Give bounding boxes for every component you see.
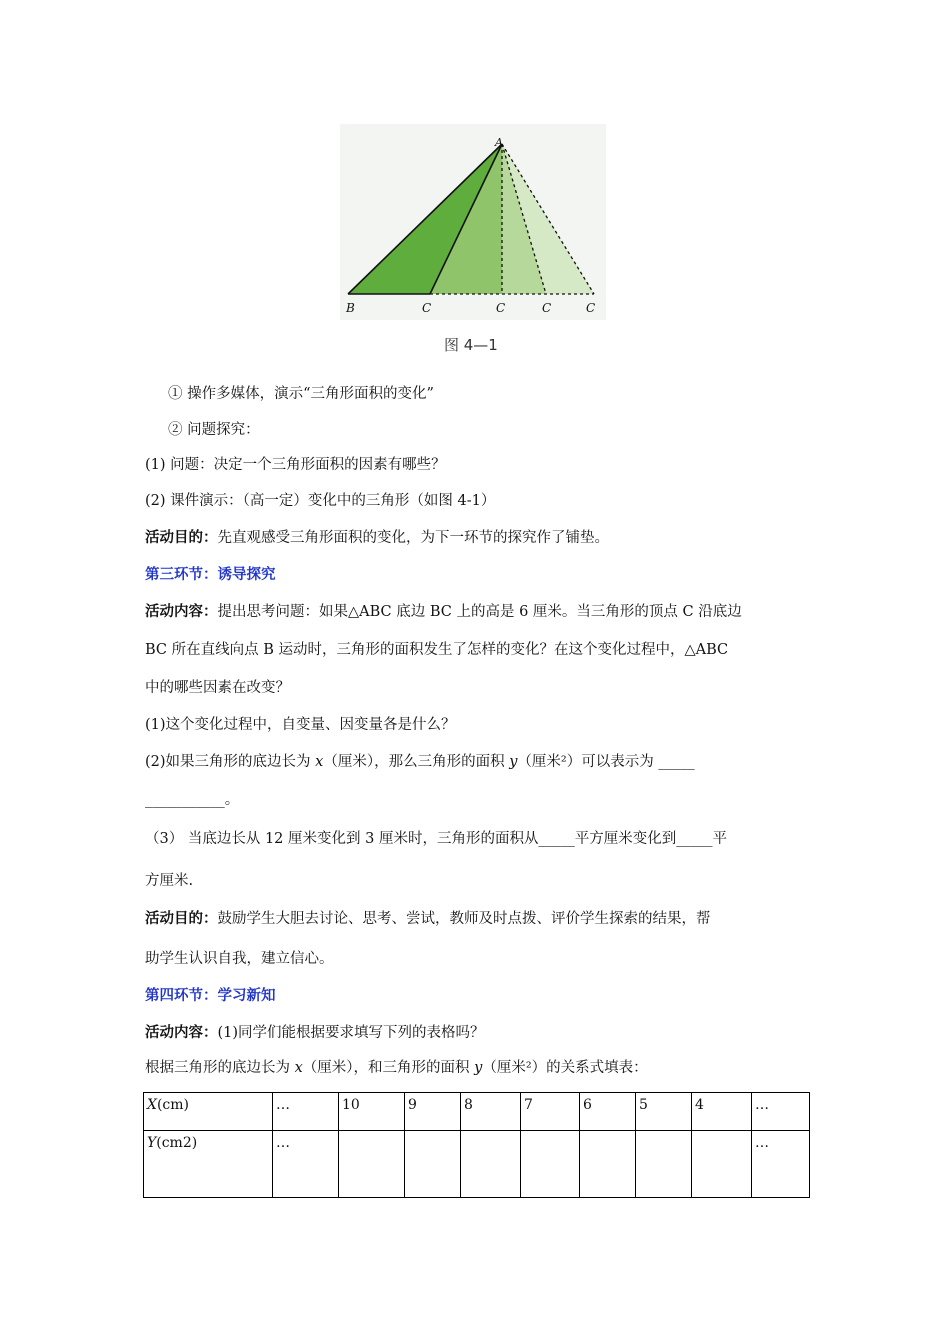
- cell-y-7[interactable]: [692, 1131, 752, 1198]
- activity-content-2: [145, 1023, 485, 1043]
- step-2: ② 问题探究：: [168, 422, 260, 438]
- table-instruction-c: （厘米²）的关系式填表：: [482, 1060, 648, 1076]
- sub-question-1: (1)这个变化过程中，自变量、因变量各是什么？: [145, 717, 456, 733]
- activity-purpose-text-2: 鼓励学生大胆去讨论、思考、尝试，教师及时点拨、评价学生探索的结果，帮: [217, 911, 711, 927]
- cell-y-1[interactable]: [339, 1131, 405, 1198]
- section-heading-3: 第三环节：诱导探究: [145, 567, 276, 583]
- activity-content-text-2: (1)同学们能根据要求填写下列的表格吗？: [217, 1025, 485, 1041]
- label-c4: C: [586, 301, 596, 315]
- cell-x-2: 9: [405, 1093, 461, 1131]
- label-c3: C: [542, 301, 552, 315]
- paragraph-line-8: 中的哪些因素在改变？: [145, 680, 290, 696]
- var-y-2: y: [474, 1060, 483, 1076]
- cell-y-6[interactable]: [636, 1131, 692, 1198]
- row-header-x: [144, 1093, 273, 1131]
- var-y: y: [509, 754, 518, 770]
- cell-x-3: 8: [461, 1093, 521, 1131]
- triangle-figure: [340, 124, 606, 320]
- header-unit-x: (cm): [156, 1097, 190, 1113]
- var-x-2: x: [294, 1060, 303, 1076]
- question-2: (2) 课件演示：（高一定）变化中的三角形（如图 4-1）: [145, 493, 496, 509]
- var-x: x: [315, 754, 324, 770]
- cell-x-4: 7: [521, 1093, 580, 1131]
- question-1: (1) 问题：决定一个三角形面积的因素有哪些？: [145, 457, 446, 473]
- cell-x-8: …: [752, 1093, 810, 1131]
- cell-y-4[interactable]: [521, 1131, 580, 1198]
- activity-content-label-2: 活动内容：: [145, 1025, 218, 1041]
- label-c2: C: [496, 301, 506, 315]
- activity-purpose-1: [145, 528, 609, 548]
- sub-question-2-b: （厘米），那么三角形的面积: [323, 754, 510, 770]
- paragraph-line-15: 助学生认识自我，建立信心。: [145, 951, 334, 967]
- activity-content-1: [145, 602, 742, 622]
- paragraph-line-7: BC 所在直线向点 B 运动时，三角形的面积发生了怎样的变化？在这个变化过程中，△ABC: [145, 642, 729, 658]
- label-a: A: [495, 136, 503, 149]
- cell-y-2[interactable]: [405, 1131, 461, 1198]
- cell-x-6: 5: [636, 1093, 692, 1131]
- row-header-y: [144, 1131, 273, 1198]
- header-unit-y: (cm2): [156, 1135, 198, 1151]
- table-row-x: [144, 1093, 810, 1131]
- activity-purpose-label: 活动目的：: [145, 530, 218, 546]
- blank-line: ___________。: [145, 792, 240, 808]
- paragraph-line-13: 方厘米.: [145, 873, 194, 889]
- triangle-diagram: [340, 124, 606, 320]
- table-instruction-b: （厘米），和三角形的面积: [302, 1060, 475, 1076]
- figure-caption: 图 4—1: [444, 336, 498, 354]
- section-heading-4: 第四环节：学习新知: [145, 988, 276, 1004]
- table-instruction-a: 根据三角形的底边长为: [145, 1060, 295, 1076]
- cell-x-5: 6: [580, 1093, 636, 1131]
- cell-y-8: …: [752, 1131, 810, 1198]
- header-var-x: X: [147, 1097, 157, 1113]
- sub-question-2: [145, 752, 695, 772]
- sub-question-3: （3） 当底边长从 12 厘米变化到 3 厘米时，三角形的面积从_____平方厘米变化到_____平: [145, 831, 727, 847]
- sub-question-2-c: （厘米²）可以表示为 _____: [517, 754, 695, 770]
- step-1: ① 操作多媒体，演示“三角形面积的变化”: [168, 386, 434, 402]
- activity-purpose-label-2: 活动目的：: [145, 911, 218, 927]
- cell-x-0: …: [273, 1093, 339, 1131]
- cell-y-0: …: [273, 1131, 339, 1198]
- activity-content-text: 提出思考问题：如果△ABC 底边 BC 上的高是 6 厘米。当三角形的顶点 C 沿底边: [217, 604, 742, 620]
- cell-y-3[interactable]: [461, 1131, 521, 1198]
- header-var-y: Y: [147, 1135, 157, 1151]
- activity-purpose-text: 先直观感受三角形面积的变化，为下一环节的探究作了铺垫。: [217, 530, 609, 546]
- label-c1: C: [422, 301, 432, 315]
- table-instruction: [145, 1058, 648, 1078]
- activity-purpose-2: [145, 909, 711, 929]
- value-table: [143, 1092, 810, 1198]
- cell-x-1: 10: [339, 1093, 405, 1131]
- activity-content-label: 活动内容：: [145, 604, 218, 620]
- label-b: B: [346, 301, 355, 315]
- cell-y-5[interactable]: [580, 1131, 636, 1198]
- sub-question-2-a: (2)如果三角形的底边长为: [145, 754, 316, 770]
- cell-x-7: 4: [692, 1093, 752, 1131]
- table-row-y: [144, 1131, 810, 1198]
